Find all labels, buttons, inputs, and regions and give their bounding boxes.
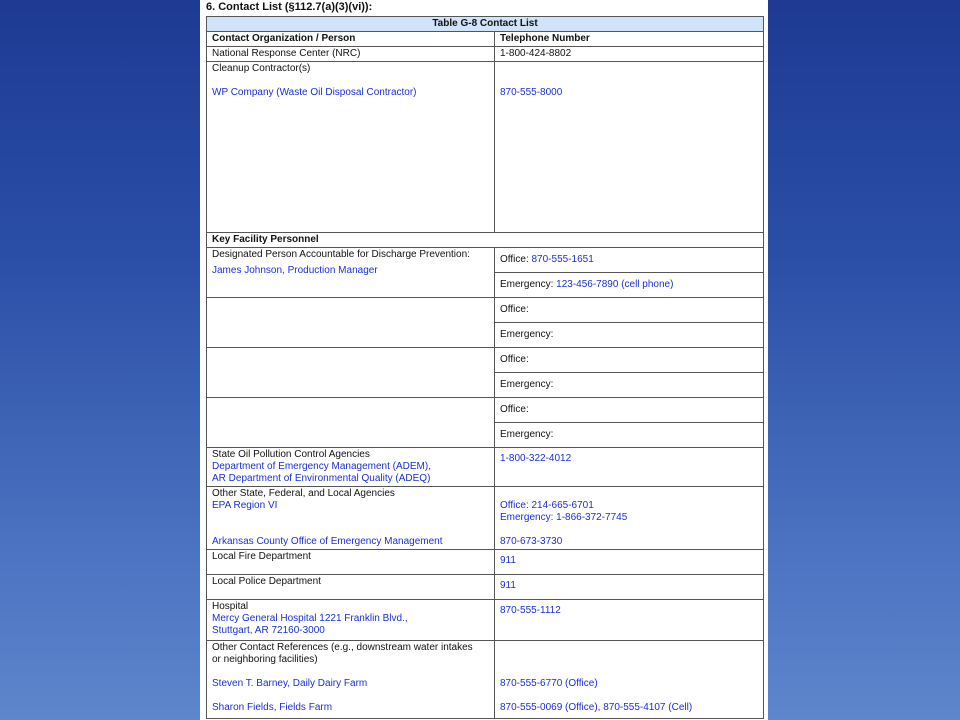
- table-row-hospital: [207, 600, 764, 641]
- cleanup-phone-cell: [495, 62, 764, 233]
- blank-personnel-cell-3: [207, 398, 495, 448]
- col-header-phone: Telephone Number: [495, 32, 764, 47]
- section-heading: 6. Contact List (§112.7(a)(3)(vi)):: [206, 1, 373, 13]
- hospital-line2: Stuttgart, AR 72160-3000: [212, 625, 325, 636]
- table-row-fire: [207, 550, 764, 575]
- table-row-other-refs: [207, 641, 764, 719]
- cleanup-cell: [207, 62, 495, 233]
- col-header-org: Contact Organization / Person: [207, 32, 495, 47]
- state-agencies-phone: 1-800-322-4012: [500, 453, 572, 464]
- cleanup-phone: 870-555-8000: [500, 87, 563, 98]
- table-row-other-agencies: [207, 487, 764, 550]
- other-refs-label-2: or neighboring facilities): [212, 654, 318, 665]
- designated-office-cell: [495, 248, 764, 273]
- table-row-police: [207, 575, 764, 600]
- blank-office-label-2: Office:: [495, 348, 764, 373]
- hospital-phone-cell: [495, 600, 764, 641]
- office-label: Office:: [500, 254, 529, 265]
- blank-office-label-3: Office:: [495, 398, 764, 423]
- other-refs-label-1: Other Contact References (e.g., downstream water intakes: [212, 642, 473, 653]
- blank-personnel-cell-1: [207, 298, 495, 348]
- blank-personnel-cell-2: [207, 348, 495, 398]
- other-agencies-cell: [207, 487, 495, 550]
- state-agencies-phone-cell: [495, 448, 764, 487]
- epa-emergency-phone: Emergency: 1-866-372-7745: [500, 512, 628, 523]
- blank-office-label-1: Office:: [495, 298, 764, 323]
- designated-emergency-phone: 123-456-7890 (cell phone): [556, 279, 674, 290]
- hospital-cell: [207, 600, 495, 641]
- contact-list-table: [206, 16, 764, 719]
- cleanup-label: Cleanup Contractor(s): [212, 63, 311, 74]
- emergency-label: Emergency:: [500, 279, 554, 290]
- designated-label: Designated Person Accountable for Discharge Prevention:: [212, 249, 470, 260]
- key-personnel-header-row: [207, 233, 764, 248]
- blank-emergency-label-1: Emergency:: [495, 323, 764, 348]
- state-agency-adeq: AR Department of Environmental Quality (ADEQ): [212, 473, 431, 484]
- county-phone: 870-673-3730: [500, 536, 563, 547]
- table-row-nrc: [207, 47, 764, 62]
- fire-phone-cell: [495, 550, 764, 575]
- hospital-label: Hospital: [212, 601, 249, 612]
- epa-office-phone: Office: 214-665-6701: [500, 500, 594, 511]
- table-title-row: [207, 17, 764, 32]
- hospital-phone: 870-555-1112: [500, 605, 561, 616]
- document-page: [200, 0, 768, 720]
- contact-fields: Sharon Fields, Fields Farm: [212, 702, 333, 713]
- police-label: Local Police Department: [207, 575, 495, 600]
- table-row-blank-1-office: [207, 298, 764, 323]
- blank-emergency-label-2: Emergency:: [495, 373, 764, 398]
- county-oem: Arkansas County Office of Emergency Management: [212, 536, 443, 547]
- contact-barney-phone: 870-555-6770 (Office): [500, 678, 598, 689]
- state-agencies-label: State Oil Pollution Control Agencies: [212, 449, 370, 460]
- other-refs-cell: [207, 641, 495, 719]
- police-phone-cell: [495, 575, 764, 600]
- table-row-blank-2-office: [207, 348, 764, 373]
- contact-fields-phone: 870-555-0069 (Office), 870-555-4107 (Cell): [500, 702, 693, 713]
- cleanup-org: WP Company (Waste Oil Disposal Contractor): [212, 87, 417, 98]
- table-row-state-agencies: [207, 448, 764, 487]
- designated-office-phone: 870-555-1651: [531, 254, 594, 265]
- key-personnel-header: Key Facility Personnel: [207, 233, 764, 248]
- table-title: Table G-8 Contact List: [207, 17, 764, 32]
- other-agencies-label: Other State, Federal, and Local Agencies: [212, 488, 395, 499]
- table-row-designated-office: [207, 248, 764, 273]
- fire-phone: 911: [500, 555, 516, 566]
- fire-label: Local Fire Department: [207, 550, 495, 575]
- nrc-phone: 1-800-424-8802: [495, 47, 764, 62]
- hospital-line1: Mercy General Hospital 1221 Franklin Blvd.,: [212, 613, 408, 624]
- state-agency-adem: Department of Emergency Management (ADEM),: [212, 461, 431, 472]
- state-agencies-cell: [207, 448, 495, 487]
- nrc-org: National Response Center (NRC): [207, 47, 495, 62]
- designated-emergency-cell: [495, 273, 764, 298]
- contact-barney: Steven T. Barney, Daily Dairy Farm: [212, 678, 368, 689]
- police-phone: 911: [500, 580, 516, 591]
- table-row-blank-3-office: [207, 398, 764, 423]
- table-row-cleanup: [207, 62, 764, 233]
- other-agencies-phone-cell: [495, 487, 764, 550]
- column-header-row: [207, 32, 764, 47]
- other-refs-phone-cell: [495, 641, 764, 719]
- designated-name: James Johnson, Production Manager: [212, 265, 378, 276]
- designated-cell: [207, 248, 495, 298]
- epa-region: EPA Region VI: [212, 500, 278, 511]
- blank-emergency-label-3: Emergency:: [495, 423, 764, 448]
